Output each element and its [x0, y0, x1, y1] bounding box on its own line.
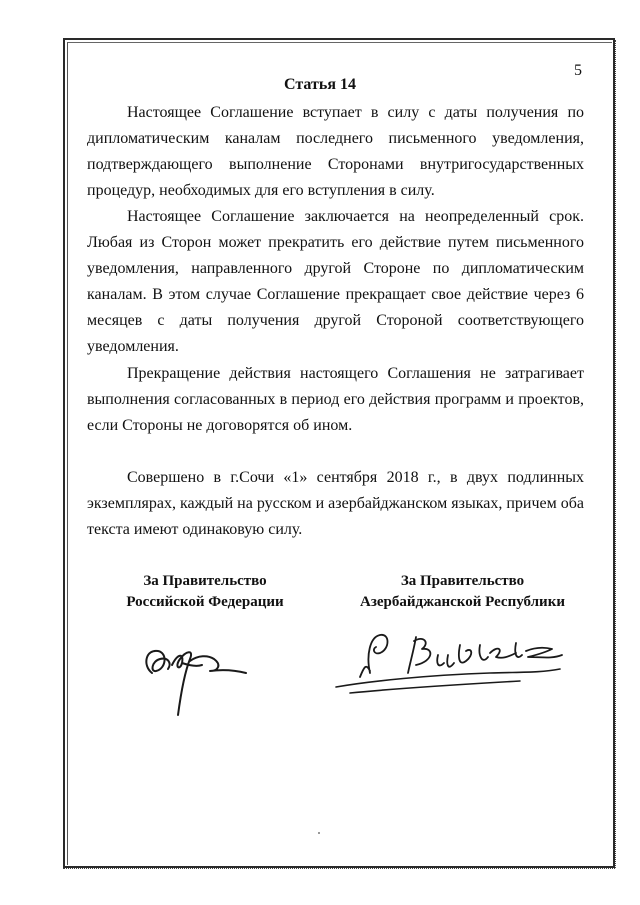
signatory-russia-line2: Российской Федерации: [126, 594, 284, 610]
signatory-azerbaijan-line1: За Правительство: [400, 573, 525, 589]
frame-shadow-right: [615, 40, 616, 868]
paragraph-done-at: Совершено в г.Сочи «1» сентября 2018 г., в двух подлинных экземплярах, каждый на русском и азербайджанском языках, причем оба текста имеют одинаковую силу.: [87, 469, 584, 538]
signatory-azerbaijan-line2: Азербайджанской Республики: [360, 594, 565, 610]
paragraph-entry-into-force: Настоящее Соглашение вступает в силу с даты получения по дипломатическим каналам последнего письменного уведомления, подтверждающего выполнение Сторонами внутригосударственных процедур, необходимых для его вступления в силу.: [87, 104, 584, 199]
signatory-azerbaijan: [340, 571, 585, 613]
signature-russia: [138, 625, 248, 725]
page-number: 5: [574, 62, 582, 79]
signatory-russia-line1: За Правительство: [143, 573, 267, 589]
frame-shadow-bottom: [63, 868, 615, 869]
scan-speck: [318, 832, 320, 834]
paragraph-duration: Настоящее Соглашение заключается на неопределенный срок. Любая из Сторон может прекратить его действие путем письменного уведомления, направленного другой Стороне по дипломатическим каналам. В этом случае Соглашение прекращает свое действие через 6 месяцев с даты получения другой Стороной соответствующего уведомления.: [87, 208, 584, 355]
signature-azerbaijan: [330, 615, 570, 705]
article-title: Статья 14: [284, 76, 356, 93]
signatory-russia: [110, 571, 300, 613]
paragraph-termination: Прекращение действия настоящего Соглашения не затрагивает выполнения согласованных в период его действия программ и проектов, если Стороны не договорятся об ином.: [87, 365, 584, 434]
